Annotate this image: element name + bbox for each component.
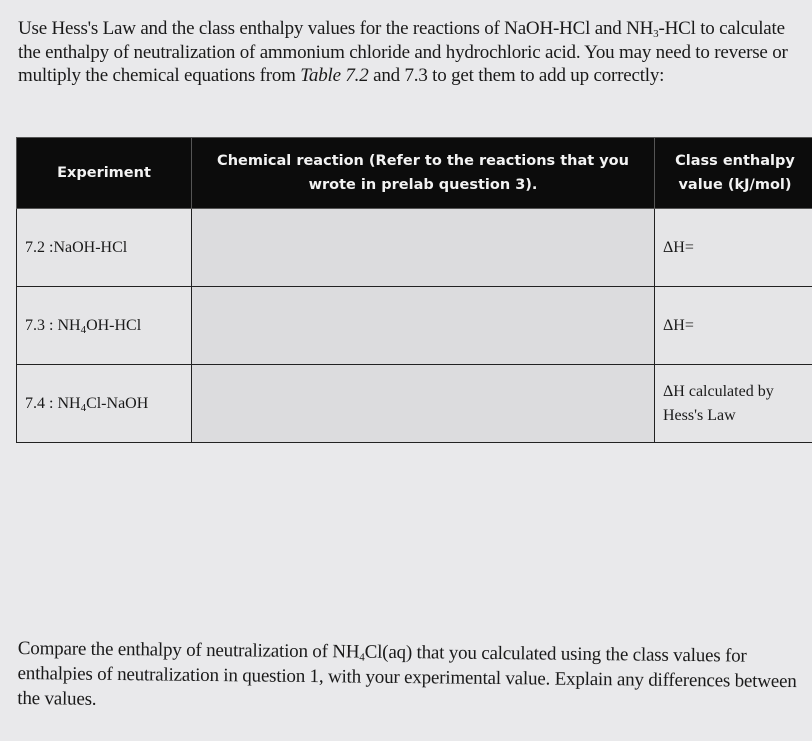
table-header — [17, 138, 812, 209]
table-row — [17, 287, 812, 365]
experiment-label: 7.4 : NH — [25, 394, 81, 412]
reaction-cell[interactable] — [192, 365, 655, 443]
enthalpy-cell[interactable]: ΔH calculated by Hess's Law — [655, 365, 812, 443]
intro-text: and 7.3 to get them to add up correctly: — [368, 65, 665, 86]
question-text: Compare the enthalpy of neutralization of NH — [17, 637, 360, 663]
intro-text: Use Hess's Law and the class enthalpy values for the reactions of NaOH-HCl and NH — [18, 18, 654, 39]
header-enthalpy: Class enthalpy value (kJ/mol) — [655, 138, 812, 209]
hess-law-table — [16, 137, 812, 443]
header-reaction: Chemical reaction (Refer to the reactions that you wrote in prelab question 3). — [192, 138, 655, 209]
experiment-label: 7.2 :NaOH-HCl — [25, 238, 128, 256]
experiment-cell — [17, 365, 192, 443]
enthalpy-cell[interactable]: ΔH= — [655, 209, 812, 287]
experiment-cell — [17, 287, 192, 365]
instructions-paragraph — [18, 17, 808, 88]
table-reference: Table 7.2 — [300, 65, 369, 86]
reaction-cell[interactable] — [192, 209, 655, 287]
question-text: Cl(aq) that you calculated using the class values for enthalpies of neutralization in question 1, with your experimental value. Explain any differences between the values. — [17, 641, 797, 710]
question-paragraph — [17, 636, 808, 719]
header-experiment: Experiment — [17, 138, 192, 209]
subscript: 4 — [359, 651, 365, 664]
experiment-cell — [17, 209, 192, 287]
experiment-label: OH-HCl — [86, 316, 142, 334]
enthalpy-cell[interactable]: ΔH= — [655, 287, 812, 365]
experiment-label: Cl-NaOH — [86, 394, 149, 412]
table-row — [17, 209, 812, 287]
table-row — [17, 365, 812, 443]
reaction-cell[interactable] — [192, 287, 655, 365]
subscript: 3 — [653, 28, 659, 40]
intro-text: -HCl to calculate the enthalpy of neutralization of ammonium chloride and hydrochloric acid. You may need to reverse or multiply the chemical equations from — [18, 18, 788, 86]
subscript: 4 — [80, 401, 87, 414]
subscript: 4 — [80, 323, 87, 336]
experiment-label: 7.3 : NH — [25, 316, 81, 334]
